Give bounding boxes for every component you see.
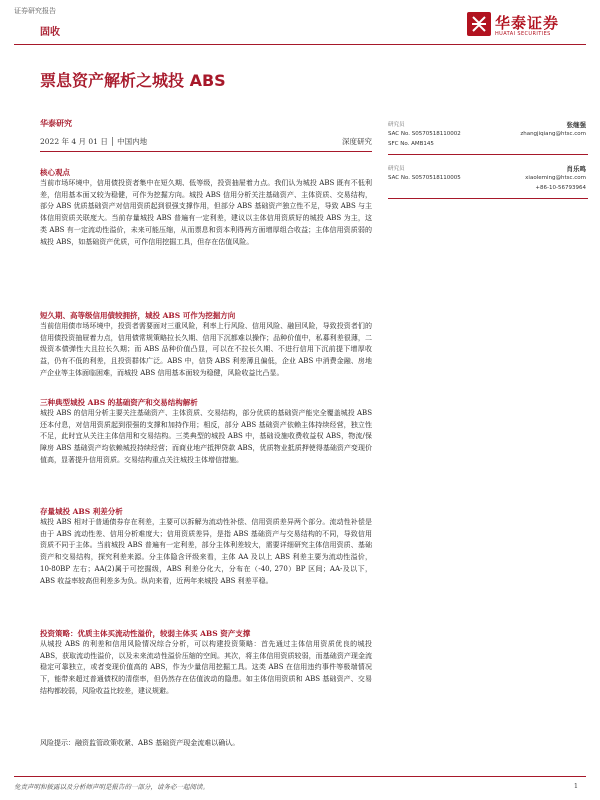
section-short-duration [40, 310, 372, 380]
analyst-card [388, 118, 588, 162]
analyst-role: 研究员 [388, 166, 405, 172]
author-label: 华泰研究 [40, 118, 72, 128]
header-rule [14, 44, 586, 45]
section-core-view [40, 167, 372, 248]
section-heading: 核心观点 [40, 168, 70, 177]
analyst-sac: SAC No. S0570518110002 [388, 131, 461, 137]
company-logo [467, 12, 587, 42]
analyst-sac: SAC No. S0570518110005 [388, 175, 461, 181]
report-header [0, 0, 600, 62]
logo-text-en: HUATAI SECURITIES [495, 31, 551, 37]
section-body: 当前信用债市场环境中，投资者需要面对三重风险，利率上行风险、信用风险、融回风险，导致投资者们的信用债投资抽屉着力点，信用债常规策略拉长久期、信用下沉都难以操作；品种价值中，私募利差很薄，二级资本债弹性大且拉长久期；而 ABS 品种价值凸显，可以在不拉长久期、不进行信用下沉前提下增厚收益，仍有不低的利差，且投资群体广泛。ABS 中，信贷 ABS 利差薄且偏低，企业 ABS 中消费金融、房地产企业等主体面临困难，而城投 ABS 信用基本面较为稳健，风险收益比凸显。 [40, 322, 372, 377]
analyst-panel [388, 118, 588, 206]
analyst-name: 肖乐鸣 [566, 165, 586, 173]
analyst-sfc: SFC No. AMB145 [388, 141, 434, 147]
section-body: 城投 ABS 的信用分析主要关注基础资产、主体资质、交易结构，部分优质的基础资产能完全覆盖城投 ABS 还本付息，对信用资质起到很强的支撑和加持作用；相反，部分 ABS 基础资产依赖主体持续经营，独立性不足，此时宜从关注主体信用和交易结构。三类典型的城投 ABS 中，基础设施收费收益权 ABS，物流/保障房 ABS 基础资产均依赖城投持续经营；而商业地产抵押贷款 ABS，优质物业抵质押使得基础资产变现价值高，显著提升信用资质。交易结构重点关注城投主体增信措施。 [40, 409, 372, 464]
section-heading: 三种典型城投 ABS 的基础资产和交易结构解析 [40, 398, 198, 407]
section-body: 当前市场环境中，信用债投资者集中在短久期、低等级，投资抽屉着力点。我们认为城投 ABS 既有不低利差，信用基本面又较为稳健，可作为挖掘方向。城投 ABS 信用分析关注基础资产、主体资质、交易结构，部分 ABS 优质基础资产对信用资质起到很强支撑作用，但部分 ABS 基础资产独立性不足，导致 ABS 与主体信用资质关联度大。当前存量城投 ABS 普遍有一定利差，建议以主体信用资质好的城投 ABS 为主，这类 ABS 有一定流动性溢价，未来可能压缩，从而票息和资本利得两方面增厚组合收益；主体信用资质弱的城投 ABS，如基础资产优质，可作信用挖掘工具，但存在估值风险。 [40, 179, 372, 246]
disclaimer-note: 免责声明和披露以及分析师声明是报告的一部分，请务必一起阅读。 [14, 783, 209, 791]
meta-block [40, 118, 372, 148]
analyst-rule [388, 154, 588, 155]
report-title: 票息资产解析之城投 ABS [40, 71, 226, 90]
section-typical-abs [40, 397, 372, 467]
section-body: 从城投 ABS 的利差和信用风险情况综合分析，可以构建投资策略：首先通过主体信用资质优良的城投 ABS，获取流动性溢价，以及未来流动性溢价压缩的空间。其次，将主体信用资质较弱，而基础资产现金流稳定可靠独立，或者变现价值高的 ABS，作为少量信用挖掘工具。这类 ABS 在信用违约事件等极端情况下，能带来超过普通债权的清偿率，但仍然存在估值波动的隐患。如主体信用资质和 ABS 基础资产、交易结构都较弱，风险收益比较差，建议规避。 [40, 640, 372, 695]
page-number: 1 [573, 782, 578, 790]
footer-rule [14, 776, 586, 777]
section-tag: 固收 [40, 27, 60, 38]
section-heading: 短久期、高等级信用债较拥挤，城投 ABS 可作为挖掘方向 [40, 311, 236, 320]
logo-text-cn: 华泰证券 [495, 14, 560, 32]
meta-row [40, 136, 372, 148]
risk-text: 风险提示：融资监管政策收紧、ABS 基础资产现金流难以确认。 [40, 739, 240, 747]
analyst-phone: +86-10-56793964 [535, 185, 586, 191]
risk-warning [40, 738, 372, 750]
meta-rule [40, 151, 372, 152]
analyst-email[interactable]: xiaoleming@htsc.com [525, 175, 586, 181]
analyst-rule [388, 198, 588, 199]
section-spread-analysis [40, 506, 372, 587]
section-heading: 投资策略：优质主体买流动性溢价，较弱主体买 ABS 资产支撑 [40, 629, 251, 638]
section-strategy [40, 628, 372, 698]
huatai-logo-icon [467, 12, 491, 36]
section-heading: 存量城投 ABS 利差分析 [40, 507, 123, 516]
report-type: 深度研究 [342, 137, 372, 146]
analyst-email[interactable]: zhangjiqiang@htsc.com [520, 131, 586, 137]
analyst-name: 张继强 [566, 121, 586, 129]
analyst-card [388, 162, 588, 206]
analyst-role: 研究员 [388, 122, 405, 128]
doc-type-label: 证券研究报告 [14, 7, 56, 15]
section-body: 城投 ABS 相对于普通债券存在利差，主要可以拆解为流动性补偿、信用资质差异两个部分。流动性补偿是由于 ABS 流动性差、信用分析难度大；信用资质差异，是指 ABS 基础资产与交易结构的不同，导致信用资质不同于主体。当前城投 ABS 普遍有一定利差，部分主体利差较大，需要详细研究主体信用资质、基础资产和交易结构，探究利差来源。分主体隐含评级来看，主体 AA 及以上 ABS 利差主要为流动性溢价，10-80BP 左右；AA(2)属于可挖掘级，ABS 利差分化大，分布在（-40, 270）BP 区间；AA-及以下，ABS 收益率较高但利差多为负。纵向来看，近两年来城投 ABS 利差平稳。 [40, 518, 372, 585]
date-region: 2022 年 4 月 01 日 │ 中国内地 [40, 137, 148, 146]
